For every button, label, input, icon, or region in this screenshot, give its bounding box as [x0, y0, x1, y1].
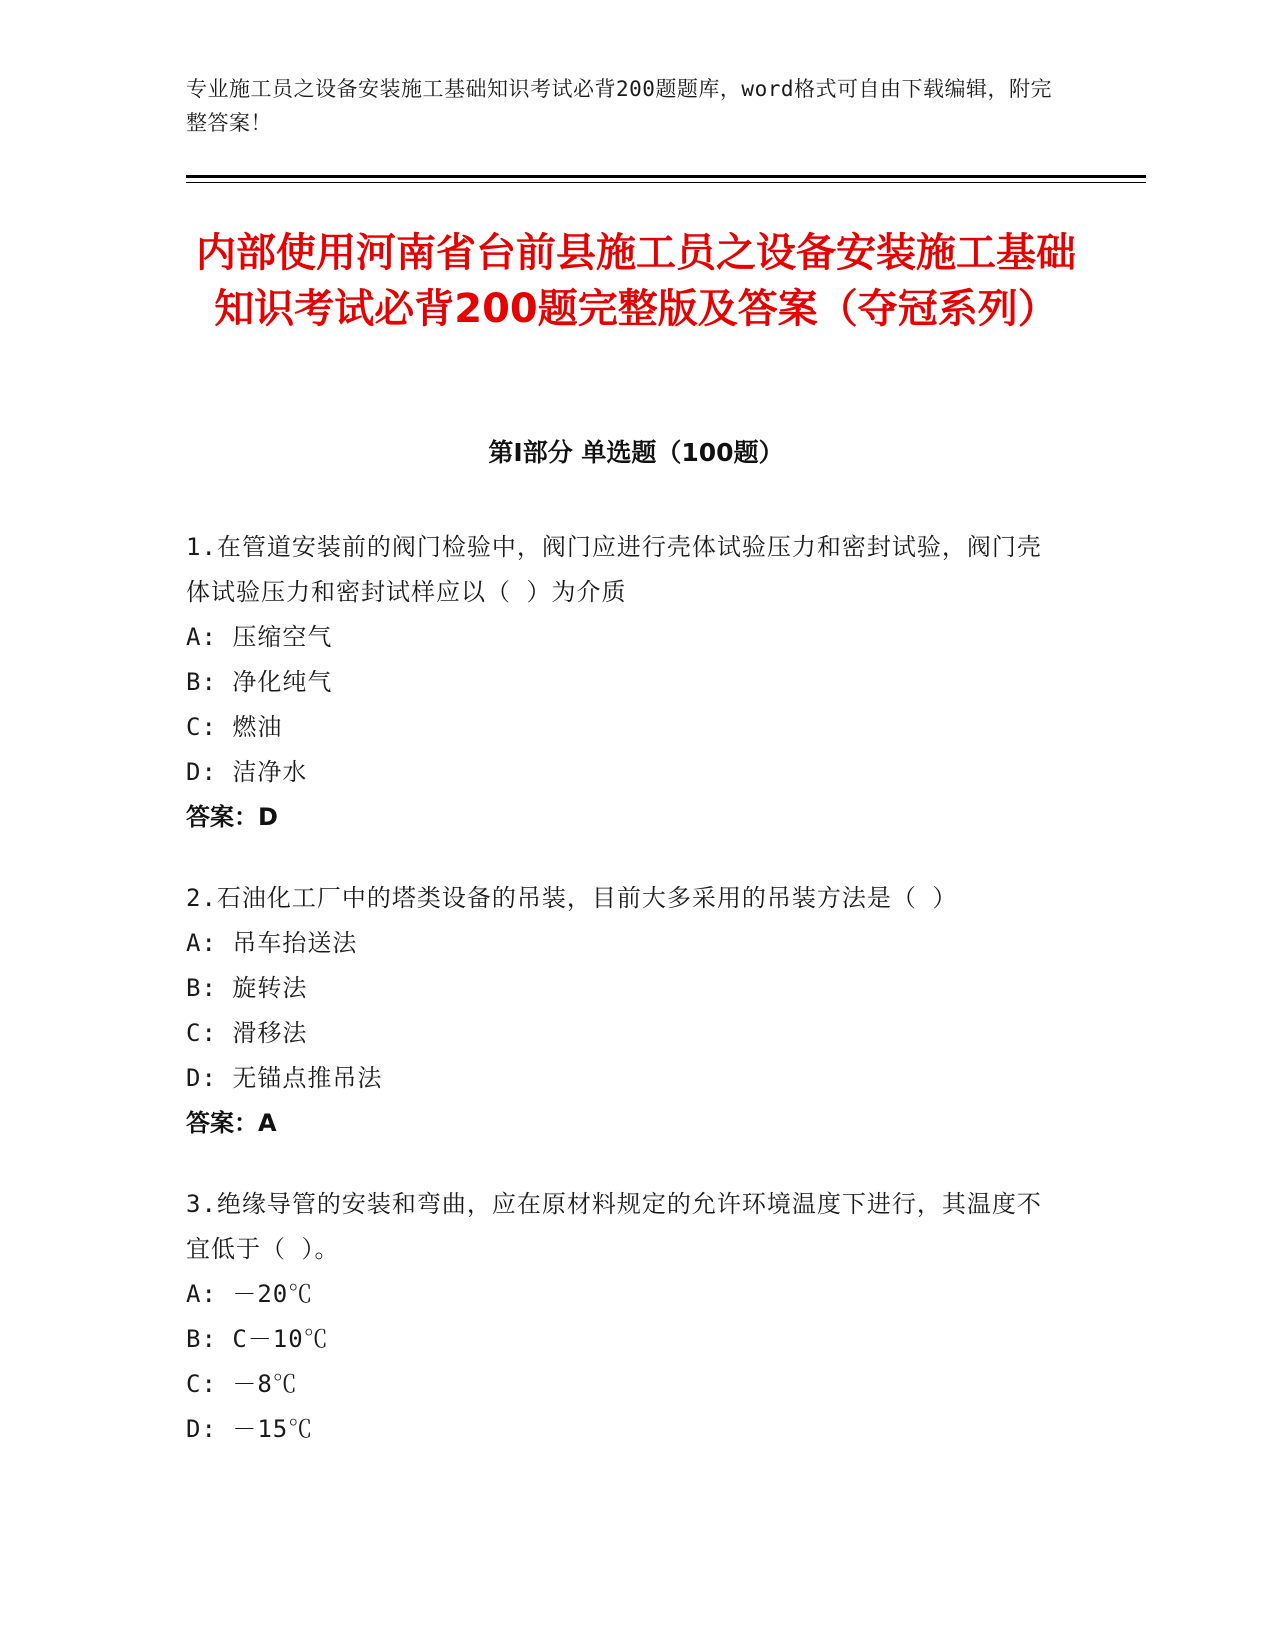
- option-c: C: －8℃: [186, 1370, 298, 1398]
- option-d: D: 无锚点推吊法: [186, 1064, 383, 1092]
- document-title: 内部使用河南省台前县施工员之设备安装施工基础知识考试必背200题完整版及答案（夺冠系列）: [196, 230, 1076, 332]
- answer-line: 答案：A: [186, 1109, 277, 1137]
- question-list: [186, 525, 1066, 1488]
- option-d: D: －15℃: [186, 1415, 314, 1443]
- section-title: 第Ⅰ部分 单选题（100题）: [488, 438, 784, 467]
- option-d: D: 洁净水: [186, 758, 308, 786]
- answer-line: 答案：D: [186, 803, 278, 831]
- option-b: B: C－10℃: [186, 1325, 329, 1353]
- question-stem: 2.石油化工厂中的塔类设备的吊装，目前大多采用的吊装方法是（ ）: [186, 884, 958, 912]
- question-stem: 1.在管道安装前的阀门检验中，阀门应进行壳体试验压力和密封试验，阀门壳体试验压力和密封试样应以（ ）为介质: [186, 533, 1042, 606]
- option-b: B: 净化纯气: [186, 668, 333, 696]
- header-note: 专业施工员之设备安装施工基础知识考试必背200题题库，word格式可自由下载编辑，附完整答案！: [186, 77, 1052, 135]
- question-stem: 3.绝缘导管的安装和弯曲，应在原材料规定的允许环境温度下进行，其温度不宜低于（ ）。: [186, 1190, 1042, 1263]
- option-a: A: －20℃: [186, 1280, 314, 1308]
- option-a: A: 压缩空气: [186, 623, 333, 651]
- option-c: C: 燃油: [186, 713, 283, 741]
- option-b: B: 旋转法: [186, 974, 308, 1002]
- question-2: [186, 876, 1066, 1146]
- option-c: C: 滑移法: [186, 1019, 308, 1047]
- question-1: [186, 525, 1066, 840]
- question-3: [186, 1182, 1066, 1452]
- option-a: A: 吊车抬送法: [186, 929, 358, 957]
- header-rule-thin: [186, 182, 1146, 183]
- header-rule-thick: [186, 175, 1146, 178]
